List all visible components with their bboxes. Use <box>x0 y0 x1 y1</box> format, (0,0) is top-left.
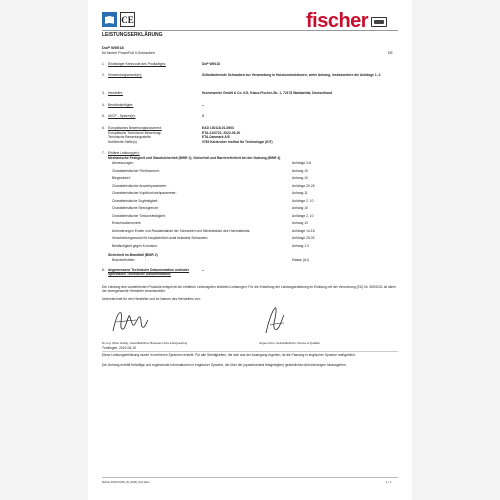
note-annex: Der Anhang enthält freiwillige und ergänzende Informationen in englischer Sprache, die über die (sprachneutral festgelegten) gesetzlichen Anforderungen hinausgehen. <box>102 363 347 367</box>
section-value: DoP W0018 <box>202 62 220 66</box>
brand-badge-icon <box>371 17 387 27</box>
performance-label: Biegewinkel: <box>112 176 131 180</box>
performance-label: Verschiebungsmodul für hauptsächlich axial belastete Schrauben: <box>112 236 209 240</box>
performance-label: Charakteristische Streckgrenze: <box>112 206 159 210</box>
section6-label: Europäische Technische Bewertung: <box>108 130 162 135</box>
performance-label: Charakteristischer Torsionsfestigkeit: <box>112 213 166 218</box>
section7-label: Erklärte Leistung(en): <box>108 151 140 155</box>
section-label: AVCP - System(e): <box>108 114 136 118</box>
performance-value: Anhänge 2, 10 <box>292 198 314 203</box>
performance-value: Anhänge 2, 10 <box>292 213 314 218</box>
signatory-left: Dr.-Ing. Oliver Geibig, Geschäftsführer Business Units & Engineering <box>102 341 188 345</box>
section8-value: -- <box>202 268 205 272</box>
section-label: Hersteller: <box>108 91 124 95</box>
page-number: 1 / 1 <box>386 480 392 484</box>
signatory-right: Jürgen Grün, Geschäftsführer Chemie & Qualität <box>259 341 320 345</box>
book-icon <box>102 12 117 27</box>
brand-name: fischer <box>306 10 369 32</box>
ce-mark-icon: CE <box>120 12 135 27</box>
performance-label: Charakteristischer Fließmoment: <box>112 168 160 173</box>
performance-label: Charakteristischer Kopfdurchziehparameter: <box>112 191 177 195</box>
section-number: 4. <box>102 103 105 107</box>
performance-value: Anhang 1.3 <box>292 243 309 248</box>
performance-label: Brandverhalten: <box>112 258 136 262</box>
bwr1-heading: Mechanische Festigkeit und Standsicherheit (BWR 1); Sicherheit und Barrierefreiheit bei der Nutzung (BWR 4) <box>108 156 281 160</box>
dop-number: DoP W0018 <box>102 45 124 50</box>
signature-right-icon <box>260 305 290 337</box>
footer-filename: fischer DATA DOP_W_0018_V11.docx <box>102 480 150 484</box>
section-value: fischerwerke GmbH & Co. KG, Klaus-Fischer-Str. 1, 72178 Waldachtal, Deutschland <box>202 91 332 95</box>
bwr2-heading: Sicherheit im Brandfall (BWR 2) <box>108 253 158 257</box>
performance-label: Beständigkeit gegen Korrosion: <box>112 243 158 248</box>
section-value: -- <box>202 103 205 107</box>
performance-value: Anhang 10 <box>292 176 308 180</box>
header-icons <box>102 12 135 27</box>
section-number: 2. <box>102 73 105 77</box>
section6-value: ETA-Danmark A/S <box>202 135 230 139</box>
section6-value: EAD 130118-01-0603 <box>202 126 234 130</box>
performance-value: Anhänge 14-18 <box>292 228 315 233</box>
performance-value: Anhang 11 <box>292 191 308 195</box>
performance-value: Anhänge 3-8 <box>292 161 311 165</box>
performance-label: Charakteristischer Ausziehparameter: <box>112 183 167 188</box>
performance-value: Anhänge 20-26 <box>292 183 315 188</box>
performance-value: Anhang 10 <box>292 168 308 173</box>
notes-divider <box>102 351 398 352</box>
product-line: für fischer PowerFull II-Schrauben <box>102 51 155 55</box>
note-language: Diese Leistungserklärung wurde in mehreren Sprachen erstellt. Für alle Streitigkeiten, die sich aus der Auslegung ergeben, ist die Fassung in englischer Sprache maßgeblich. <box>102 353 356 357</box>
performance-value: Anhänge 25-30 <box>292 236 315 240</box>
performance-value: Klasse (A1) <box>292 258 310 262</box>
language-code: DE <box>388 51 393 55</box>
section-value: Selbstbohrende Schrauben zur Verwendung in Holzkonstruktionen, siehe Anhang, insbesondere die Anhänge 1, 2. <box>202 73 382 77</box>
section6-value: ETA-21/0721; 2022-06-20 <box>202 130 241 135</box>
section6-value: 0769 Karlsruher Institut für Technologie (KIT) <box>202 139 273 144</box>
performance-value: Anhang 10 <box>292 221 308 225</box>
section-label: Bevollmächtigter: <box>108 103 134 107</box>
performance-label: Anforderungen Enden und Randabstände der Schrauben und Mindestdicke des Holzmaterials: <box>112 228 251 233</box>
section-number: 1. <box>102 62 105 66</box>
section-label: Eindeutiger Kenncode des Produkttyps: <box>108 62 166 66</box>
document-page <box>88 0 412 500</box>
performance-label: Einschraubmoment: <box>112 221 142 225</box>
section-number: 5. <box>102 114 105 118</box>
section-number: 3. <box>102 91 105 95</box>
signature-left-icon <box>110 307 150 337</box>
signed-for-text: Unterzeichnet für den Hersteller und im Namen des Herstellers von: <box>102 297 201 301</box>
section-number: 8. <box>102 268 105 272</box>
place-date: Tumlingen, 2022-06-19 <box>102 346 136 350</box>
section-number: 6. <box>102 126 105 130</box>
document-title: LEISTUNGSERKLÄRUNG <box>102 32 163 38</box>
performance-label: Abmessungen: <box>112 161 134 165</box>
footer-divider <box>102 477 398 478</box>
declaration-text: Die Leistung des vorstehenden Produkts entspricht der erklärten Leistung/den erklärten Leistungen. Für die Erstellung der Leistungserklärung im Einklang mit der Verordnung (EU) Nr. 305/2011 ist allein der obengenannte Hersteller verantwortlich. <box>102 285 396 293</box>
section6-label: Notifizierte Stelle(n): <box>108 139 138 144</box>
section-label: Verwendungszweck(e): <box>108 73 143 77</box>
performance-label: Charakteristische Zugfestigkeit: <box>112 198 158 203</box>
section-number: 7. <box>102 151 105 155</box>
section6-label: Europäisches Bewertungsdokument: <box>108 126 162 130</box>
performance-value: Anhang 10 <box>292 206 308 210</box>
header-divider <box>102 30 398 31</box>
section6-label: Technische Bewertungsstelle: <box>108 135 152 139</box>
section8-label: Angemessene Technische Dokumentation und/oder Spezifische Technische Dokumentation: <box>108 268 190 276</box>
section-value: 3 <box>202 114 204 118</box>
